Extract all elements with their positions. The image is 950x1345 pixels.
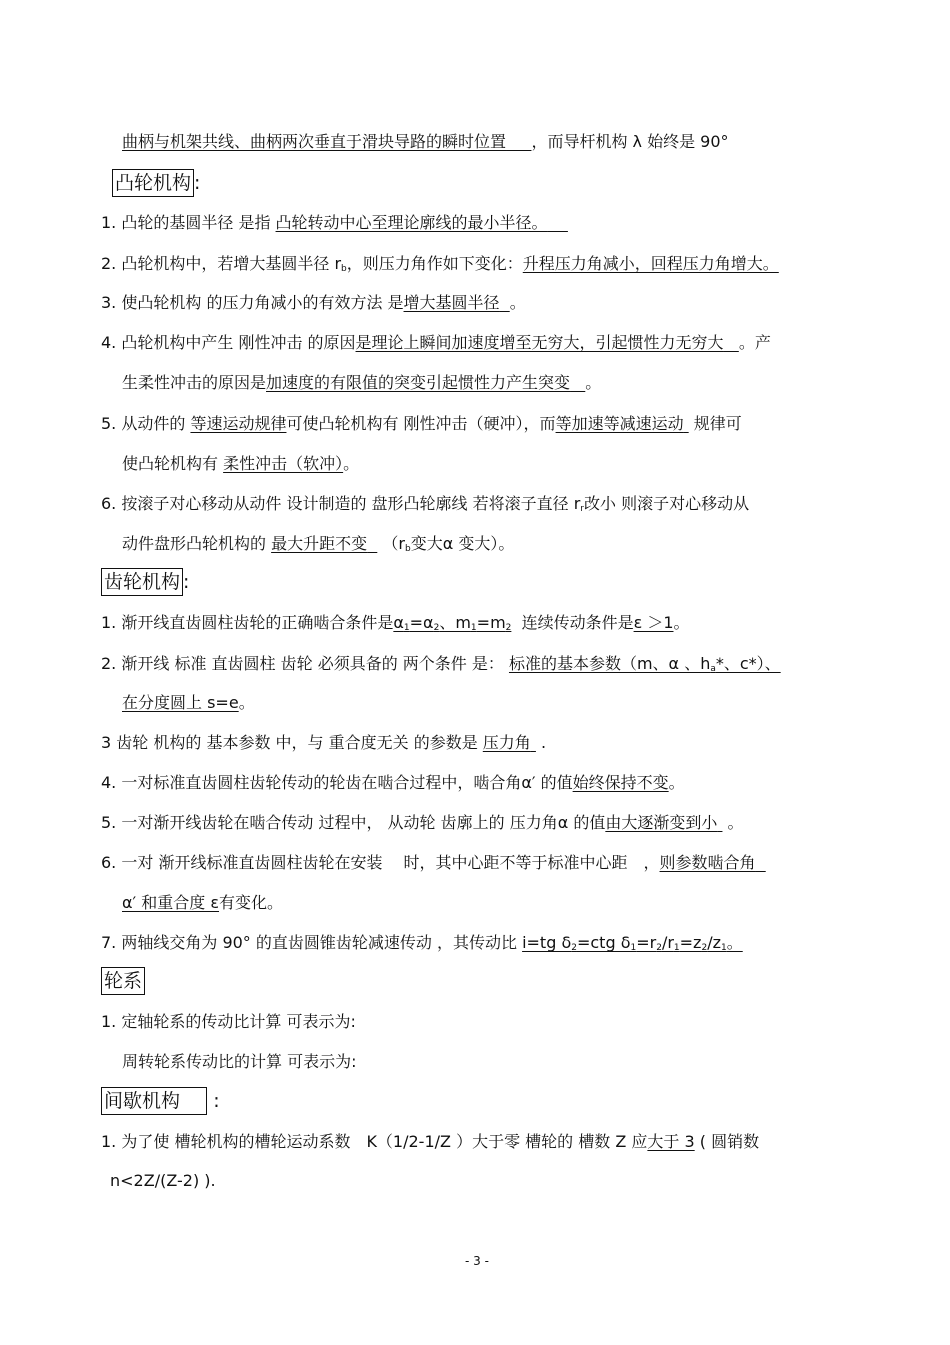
answer-blank: ε ＞1 <box>633 613 674 632</box>
text-line: 1. 为了使 槽轮机构的槽轮运动系数 K（1/2-1/Z ）大于零 槽轮的 槽数 Z 应大于 3 ( 圆销数 <box>101 1132 760 1151</box>
answer-blank: 增大基圆半径 <box>403 293 500 312</box>
text-line: 4. 凸轮机构中产生 刚性冲击 的原因是理论上瞬间加速度增至无穷大，引起惯性力无穷大 。产 <box>101 333 771 352</box>
answer-blank: 升程压力角减小，回程压力角增大。 <box>522 254 779 273</box>
text-line: 3. 使凸轮机构 的压力角减小的有效方法 是增大基圆半径 。 <box>101 293 526 312</box>
answer-blank: 最大升距不变 <box>271 534 368 553</box>
text-line: 曲柄与机架共线、曲柄两次垂直于滑块导路的瞬时位置 ，而导杆机构 λ 始终是 90° <box>122 132 729 151</box>
section-heading: 齿轮机构 : <box>101 568 189 596</box>
text-line: 1. 定轴轮系的传动比计算 可表示为: <box>101 1012 356 1031</box>
section-heading: 轮系 <box>101 967 145 995</box>
text-line: 2. 凸轮机构中，若增大基圆半径 $r_b$，则压力角作如下变化：升程压力角减小，回程压力角增大。 <box>101 254 779 274</box>
answer-blank: α′ 和重合度 ε <box>122 893 220 912</box>
text-line: 6. 按滚子对心移动从动件 设计制造的 盘形凸轮廓线 若将滚子直径 $r_r$改小 则滚子对心移动从 <box>101 494 750 514</box>
answer-blank: 加速度的有限值的突变引起惯性力产生突变 <box>266 373 571 392</box>
text-line: 7. 两轴线交角为 90° 的直齿圆锥齿轮减速传动 ，其传动比 i=tg $\delta_2=ctg$ $\delta_1=r_2/r_1=z_2/z_1$。 <box>101 933 743 953</box>
answer-blank: 等加速等减速运动 <box>555 414 684 433</box>
answer-blank: 是理论上瞬间加速度增至无穷大，引起惯性力无穷大 <box>355 333 724 352</box>
text-line: 动件盘形凸轮机构的 最大升距不变 （$r_b$变大α 变大）。 <box>122 534 515 554</box>
answer-blank: $\alpha_1=\alpha_2$、$m_1=m_2$ <box>393 613 512 633</box>
text-line: 2. 渐开线 标准 直齿圆柱 齿轮 必须具备的 两个条件 是： 标准的基本参数（m、α 、$h_a*$、c*）、 <box>101 654 781 674</box>
text-line: 1. 渐开线直齿圆柱齿轮的正确啮合条件是$\alpha_1=\alpha_2$、$m_1=m_2$ 连续传动条件是ε ＞1。 <box>101 613 690 633</box>
page-number: - 3 - <box>465 1254 489 1268</box>
text-line: 5. 一对渐开线齿轮在啮合传动 过程中， 从动轮 齿廓上的 压力角α 的值由大逐渐变到小 。 <box>101 813 744 832</box>
answer-blank: 在分度圆上 s=e <box>122 693 239 712</box>
answer-blank: 曲柄与机架共线、曲柄两次垂直于滑块导路的瞬时位置 <box>122 132 507 151</box>
answer-blank: 标准的基本参数（m、α 、$h_a*$、c*）、 <box>508 654 781 674</box>
section-heading: 凸轮机构 : <box>112 169 200 197</box>
answer-blank: 压力角 <box>482 733 531 752</box>
text-line: 6. 一对 渐开线标准直齿圆柱齿轮在安装 时，其中心距不等于标准中心距 ，则参数啮合角 <box>101 853 756 872</box>
text-line: 3 齿轮 机构的 基本参数 中，与 重合度无关 的参数是 压力角 . <box>101 733 547 752</box>
text-line: 周转轮系传动比的计算 可表示为: <box>122 1052 357 1071</box>
answer-blank: 则参数啮合角 <box>659 853 756 872</box>
answer-blank: 等速运动规律 <box>190 414 287 433</box>
text-line: 生柔性冲击的原因是加速度的有限值的突变引起惯性力产生突变 。 <box>122 373 602 392</box>
answer-blank: 始终保持不变 <box>572 773 669 792</box>
text-line: 在分度圆上 s=e。 <box>122 693 255 712</box>
answer-blank: 大于 3 <box>647 1132 695 1151</box>
text-line: 5. 从动件的 等速运动规律可使凸轮机构有 刚性冲击（硬冲），而等加速等减速运动 规律可 <box>101 414 742 433</box>
text-line: n<2Z/(Z-2) ). <box>110 1171 216 1190</box>
section-heading: 间歇机构 : <box>101 1087 220 1115</box>
text-line: α′ 和重合度 ε有变化。 <box>122 893 284 912</box>
answer-blank: i=tg $\delta_2=ctg$ $\delta_1=r_2/r_1=z_2/z_1$。 <box>522 933 743 953</box>
text-line: 使凸轮机构有 柔性冲击（软冲）。 <box>122 454 360 473</box>
text-line: 1. 凸轮的基圆半径 是指 凸轮转动中心至理论廓线的最小半径。 <box>101 213 548 232</box>
answer-blank: 凸轮转动中心至理论廓线的最小半径。 <box>275 213 548 232</box>
answer-blank: 由大逐渐变到小 <box>605 813 718 832</box>
text-line: 4. 一对标准直齿圆柱齿轮传动的轮齿在啮合过程中，啮合角α′ 的值始终保持不变。 <box>101 773 685 792</box>
answer-blank: 柔性冲击（软冲） <box>223 454 344 473</box>
